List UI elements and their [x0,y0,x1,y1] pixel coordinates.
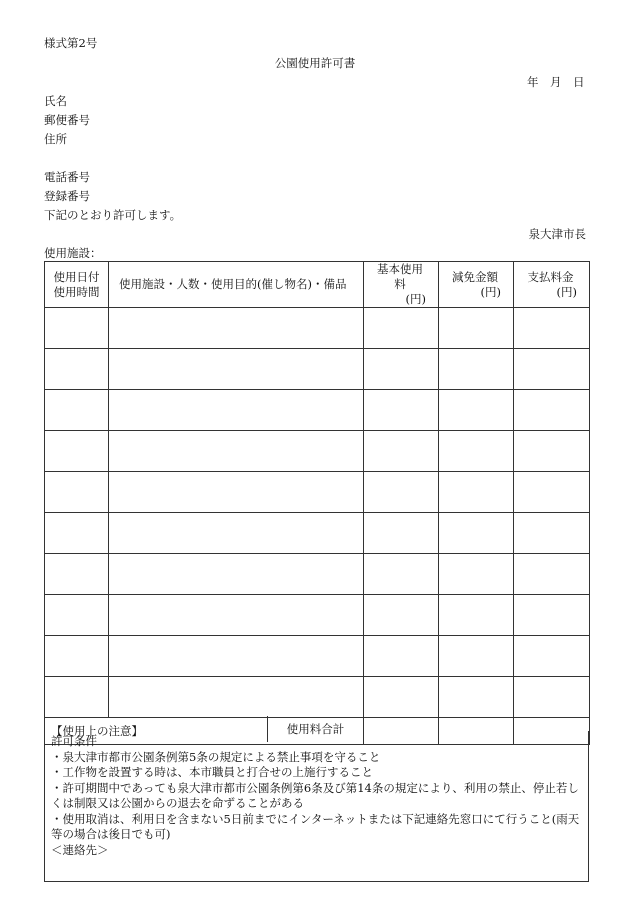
cell-paid[interactable] [514,554,590,595]
cell-base-fee[interactable] [364,308,439,349]
cell-exemption[interactable] [439,390,514,431]
field-phone: 電話番号 [44,170,90,184]
col-exemption-unit: (円) [480,284,501,299]
cell-paid[interactable] [514,513,590,554]
cell-details[interactable] [109,513,364,554]
field-name: 氏名 [44,94,67,108]
col-date-label: 使用日付 [53,269,100,284]
cell-details[interactable] [109,554,364,595]
cell-paid[interactable] [514,431,590,472]
condition-item: ・工作物を設置する時は、本市職員と打合せの上施行すること [51,765,373,779]
cell-date-time[interactable] [45,677,109,718]
cell-details[interactable] [109,349,364,390]
cell-exemption[interactable] [439,513,514,554]
cell-exemption[interactable] [439,677,514,718]
cell-paid[interactable] [514,349,590,390]
cell-paid[interactable] [514,308,590,349]
cell-base-fee[interactable] [364,431,439,472]
condition-item: ・許可期間中であっても泉大津市都市公園条例第6条及び第14条の規定により、利用の禁止、停止若しくは制限又は公園からの退去を命ずることがある [51,780,579,810]
col-date-time [45,262,109,308]
cell-base-fee[interactable] [364,472,439,513]
table-row [45,431,590,472]
col-base-fee [364,262,439,308]
cell-details[interactable] [109,595,364,636]
cell-details[interactable] [109,636,364,677]
intro-text: 下記のとおり許可します。 [44,208,182,222]
table-row [45,636,590,677]
cell-exemption[interactable] [439,349,514,390]
col-base-fee-label: 基本使用料 [377,262,423,291]
cell-date-time[interactable] [45,349,109,390]
cell-details[interactable] [109,390,364,431]
date-line: 年 月 日 [527,75,585,89]
issuer: 泉大津市長 [528,227,586,241]
cell-paid[interactable] [514,595,590,636]
col-exemption [439,262,514,308]
field-address: 住所 [44,132,67,146]
col-details: 使用施設・人数・使用目的(催し物名)・備品 [109,262,364,308]
cell-date-time[interactable] [45,595,109,636]
table-header-row [45,262,590,308]
table-row [45,554,590,595]
total-label: 使用料合計 [267,716,363,742]
cell-exemption[interactable] [439,472,514,513]
table-row [45,308,590,349]
cell-base-fee[interactable] [364,595,439,636]
cell-base-fee[interactable] [364,390,439,431]
col-paid [514,262,590,308]
cell-paid[interactable] [514,636,590,677]
cell-paid[interactable] [514,390,590,431]
table-row [45,677,590,718]
cell-date-time[interactable] [45,554,109,595]
table-row [45,390,590,431]
cell-date-time[interactable] [45,513,109,554]
notes-title: 【使用上の注意】 [51,724,143,738]
cell-details[interactable] [109,472,364,513]
col-paid-label: 支払料金 [527,269,574,284]
permit-conditions [44,731,589,882]
cell-exemption[interactable] [439,554,514,595]
cell-date-time[interactable] [45,472,109,513]
cell-date-time[interactable] [45,308,109,349]
col-exemption-label: 減免金額 [452,269,498,284]
usage-table-body [45,308,590,718]
cell-base-fee[interactable] [364,677,439,718]
field-postal-code: 郵便番号 [44,113,90,127]
col-base-fee-unit: (円) [405,292,426,306]
table-row [45,349,590,390]
cell-exemption[interactable] [439,431,514,472]
field-registration-number: 登録番号 [44,189,90,203]
usage-table [44,261,590,745]
table-row [45,513,590,554]
cell-details[interactable] [109,431,364,472]
cell-base-fee[interactable] [364,554,439,595]
cell-base-fee[interactable] [364,349,439,390]
cell-date-time[interactable] [45,390,109,431]
col-time-label: 使用時間 [53,284,100,299]
contact-label: ＜連絡先＞ [51,842,109,857]
cell-date-time[interactable] [45,636,109,677]
condition-item: ・泉大津市都市公園条例第5条の規定による禁止事項を守ること [51,749,381,764]
cell-details[interactable] [109,308,364,349]
cell-base-fee[interactable] [364,636,439,677]
conditions-heading: 許可条件 [51,734,97,748]
col-paid-unit: (円) [556,284,577,299]
condition-item: ・使用取消は、利用日を含まない5日前までにインターネットまたは下記連絡先窓口にて行うこと(雨天等の場合は後日でも可) [51,811,580,841]
cell-paid[interactable] [514,677,590,718]
table-row [45,472,590,513]
cell-details[interactable] [109,677,364,718]
cell-base-fee[interactable] [364,513,439,554]
cell-exemption[interactable] [439,308,514,349]
cell-exemption[interactable] [439,595,514,636]
table-row [45,595,590,636]
cell-exemption[interactable] [439,636,514,677]
document-title: 公園使用許可書 [274,56,356,70]
cell-paid[interactable] [514,472,590,513]
form-number: 様式第2号 [44,36,98,50]
facility-label: 使用施設： [44,246,102,260]
cell-date-time[interactable] [45,431,109,472]
